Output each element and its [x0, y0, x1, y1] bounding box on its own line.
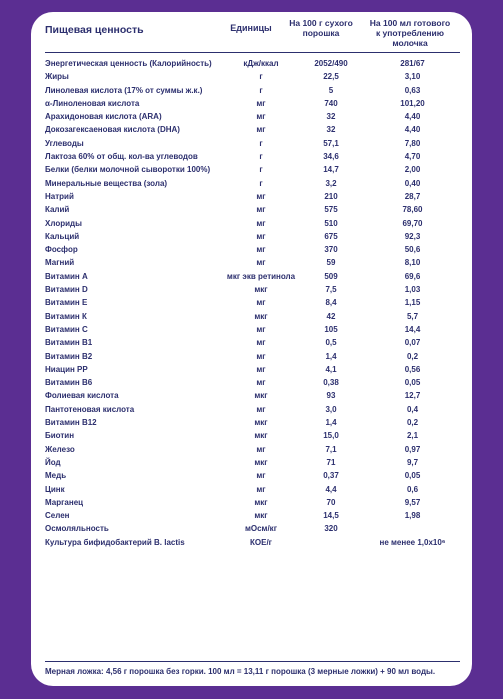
row-powder: 0,5 [325, 338, 337, 348]
row-powder: 57,1 [323, 138, 339, 148]
row-powder: 3,0 [325, 404, 337, 414]
row-powder: 740 [324, 98, 338, 108]
row-ready: 0,56 [404, 364, 421, 374]
row-unit: мг [256, 112, 266, 122]
row-unit: г [259, 178, 263, 188]
row-ready: 78,60 [402, 205, 423, 215]
row-powder: 5 [328, 85, 334, 95]
row-name: Биотин [45, 431, 75, 441]
row-name: Витамин В12 [45, 418, 97, 428]
table-row [45, 429, 460, 442]
row-unit: мкг [254, 511, 268, 521]
row-powder: 509 [324, 271, 338, 281]
table-row [45, 190, 460, 203]
nutrition-table-panel [31, 12, 472, 686]
row-ready: 7,80 [404, 138, 421, 148]
table-row [45, 456, 460, 469]
row-name: Лактоза 60% от общ. кол-ва углеводов [45, 152, 198, 162]
row-powder [297, 536, 365, 549]
table-row [45, 70, 460, 83]
row-ready: 2,00 [404, 165, 421, 175]
row-powder: 3,2 [325, 178, 337, 188]
row-powder: 105 [324, 324, 338, 334]
row-powder: 7,1 [325, 444, 337, 454]
row-powder: 32 [326, 112, 336, 122]
row-unit: мг [256, 218, 266, 228]
row-name: Осмоляльность [45, 524, 109, 534]
row-ready: 92,3 [404, 231, 421, 241]
row-ready: 12,7 [404, 391, 421, 401]
row-unit: кДж/ккал [243, 59, 279, 68]
row-unit: г [259, 152, 263, 162]
row-powder: 0,38 [323, 378, 339, 388]
row-unit: мг [256, 404, 266, 414]
row-unit: мг [256, 378, 266, 388]
table-row [45, 97, 460, 110]
row-powder: 675 [324, 231, 338, 241]
table-row [45, 376, 460, 389]
row-ready: 0,2 [406, 351, 419, 361]
row-unit: мкг [254, 457, 268, 467]
row-ready: 281/67 [400, 59, 425, 68]
table-row [45, 296, 460, 309]
row-ready: не менее 1,0x10⁶ [379, 537, 446, 547]
row-name: Витамин А [45, 271, 88, 281]
table-row [45, 150, 460, 163]
row-name: Углеводы [45, 138, 84, 148]
row-name: Селен [45, 511, 70, 521]
row-unit: мг [256, 258, 266, 268]
row-unit: мг [256, 205, 266, 215]
row-name: α-Линоленовая кислота [45, 98, 140, 108]
row-ready: 0,4 [406, 404, 419, 414]
row-ready: 28,7 [404, 191, 421, 201]
row-unit: мкг [254, 418, 268, 428]
row-powder: 70 [326, 497, 336, 507]
row-unit: мг [256, 98, 266, 108]
table-row [45, 416, 460, 429]
row-powder: 4,1 [325, 364, 337, 374]
row-unit: мг [256, 298, 266, 308]
header-ready-line2: к употреблению молочка [375, 28, 445, 48]
row-powder: 15,0 [323, 431, 339, 441]
row-powder: 210 [324, 191, 338, 201]
header-ready-line1: На 100 мл готового [369, 18, 451, 28]
row-name: Фолиевая кислота [45, 391, 119, 401]
row-ready: 8,10 [404, 258, 421, 268]
table-body [45, 57, 460, 549]
row-name: Минеральные вещества (зола) [45, 178, 168, 188]
row-unit: мг [256, 364, 266, 374]
table-row [45, 389, 460, 402]
table-row [45, 177, 460, 190]
header-unit: Единицы [230, 23, 272, 33]
row-ready: 9,7 [406, 457, 419, 467]
row-unit: мкг [254, 497, 268, 507]
row-powder: 320 [324, 524, 338, 534]
row-ready: 0,40 [404, 178, 421, 188]
row-powder: 93 [326, 391, 336, 401]
row-unit: мкг [254, 431, 268, 441]
table-header [45, 18, 460, 48]
table-row [45, 123, 460, 136]
footer-divider [45, 661, 460, 662]
row-unit: мг [256, 484, 266, 494]
row-unit: г [259, 165, 263, 175]
table-row [45, 536, 460, 549]
table-row [45, 243, 460, 256]
row-name: Калий [45, 205, 70, 215]
row-unit: мг [256, 125, 266, 135]
table-row [45, 137, 460, 150]
row-name: Магний [45, 258, 75, 268]
row-ready: 4,70 [404, 152, 421, 162]
row-unit: мкг [254, 391, 268, 401]
row-powder: 32 [326, 125, 336, 135]
row-unit: мг [256, 351, 266, 361]
row-unit: мг [256, 338, 266, 348]
row-powder: 1,4 [325, 418, 337, 428]
table-row [45, 310, 460, 323]
header-ready [360, 18, 460, 48]
row-name: Витамин К [45, 311, 87, 321]
table-row [45, 469, 460, 482]
row-name: Энергетическая ценность (Калорийность) [45, 59, 212, 68]
row-name: Жиры [45, 72, 69, 82]
row-name: Витамин Е [45, 298, 88, 308]
table-row [45, 403, 460, 416]
row-powder: 575 [324, 205, 338, 215]
row-ready: 0,05 [404, 378, 421, 388]
row-powder: 7,5 [325, 285, 337, 295]
row-ready: 4,40 [404, 112, 421, 122]
row-ready: 9,57 [404, 497, 421, 507]
row-unit: мг [256, 324, 266, 334]
row-name: Докозагексаеновая кислота (DHA) [45, 125, 180, 135]
row-powder: 59 [326, 258, 336, 268]
row-unit: мкг [254, 311, 268, 321]
row-powder: 71 [326, 457, 336, 467]
row-powder: 42 [326, 311, 336, 321]
row-powder: 14,5 [323, 511, 339, 521]
table-row [45, 270, 460, 283]
row-unit: КОЕ/г [250, 537, 272, 547]
row-powder: 14,7 [323, 165, 339, 175]
row-ready [365, 522, 460, 535]
row-ready: 69,6 [404, 271, 421, 281]
row-unit: г [259, 138, 263, 148]
header-powder [282, 18, 360, 38]
row-ready: 4,40 [404, 125, 421, 135]
table-row [45, 256, 460, 269]
table-row [45, 350, 460, 363]
row-name: Витамин В6 [45, 378, 93, 388]
row-powder: 22,5 [323, 72, 339, 82]
footer [45, 661, 460, 676]
table-row [45, 230, 460, 243]
row-name: Пантотеновая кислота [45, 404, 135, 414]
row-ready: 0,6 [406, 484, 419, 494]
row-unit: мОсм/кг [244, 524, 278, 534]
row-ready: 0,97 [404, 444, 421, 454]
table-row [45, 84, 460, 97]
table-row [45, 522, 460, 535]
row-name: Кальций [45, 231, 80, 241]
row-name: Витамин D [45, 285, 88, 295]
row-ready: 0,2 [406, 418, 419, 428]
row-ready: 3,10 [404, 72, 421, 82]
table-row [45, 509, 460, 522]
row-name: Железо [45, 444, 75, 454]
row-powder: 34,6 [323, 152, 339, 162]
table-row [45, 363, 460, 376]
row-unit: мг [256, 191, 266, 201]
table-row [45, 203, 460, 216]
header-powder-line1: На 100 г сухого [289, 18, 353, 28]
row-name: Арахидоновая кислота (ARA) [45, 112, 162, 122]
row-unit: мг [256, 245, 266, 255]
row-ready: 0,05 [404, 471, 421, 481]
table-row [45, 323, 460, 336]
row-name: Белки (белки молочной сыворотки 100%) [45, 165, 211, 175]
row-powder: 0,37 [323, 471, 339, 481]
row-ready: 101,20 [400, 98, 425, 108]
row-name: Марганец [45, 497, 84, 507]
row-unit: мг [256, 471, 266, 481]
row-name: Фосфор [45, 245, 78, 255]
row-unit: мкг [254, 285, 268, 295]
table-row [45, 496, 460, 509]
row-name: Витамин В1 [45, 338, 93, 348]
table-row [45, 283, 460, 296]
row-ready: 1,98 [404, 511, 421, 521]
row-name: Витамин В2 [45, 351, 93, 361]
row-ready: 2,1 [406, 431, 419, 441]
table-row [45, 57, 460, 70]
table-row [45, 336, 460, 349]
table-row [45, 110, 460, 123]
row-unit: г [259, 72, 263, 82]
row-unit: мкг экв ретинола [226, 271, 296, 281]
row-unit: мг [256, 231, 266, 241]
header-name: Пищевая ценность [45, 24, 144, 36]
header-divider [45, 52, 460, 53]
row-ready: 0,07 [404, 338, 421, 348]
row-ready: 1,15 [404, 298, 421, 308]
row-powder: 4,4 [325, 484, 337, 494]
row-name: Линолевая кислота (17% от суммы ж.к.) [45, 85, 203, 95]
row-unit: г [259, 85, 263, 95]
header-powder-line2: порошка [302, 28, 340, 38]
table-row [45, 217, 460, 230]
table-row [45, 443, 460, 456]
row-powder: 2052/490 [314, 59, 348, 68]
row-name: Культура бифидобактерий B. lactis [45, 537, 185, 547]
row-name: Медь [45, 471, 67, 481]
row-name: Витамин С [45, 324, 88, 334]
row-ready: 14,4 [404, 324, 421, 334]
row-ready: 5,7 [406, 311, 419, 321]
footer-note: Мерная ложка: 4,56 г порошка без горки. 100 мл = 13,11 г порошка (3 мерные ложки) + 90 мл воды. [45, 667, 436, 676]
row-name: Цинк [45, 484, 65, 494]
row-ready: 69,70 [402, 218, 423, 228]
row-name: Йод [45, 457, 61, 467]
table-row [45, 483, 460, 496]
row-ready: 1,03 [404, 285, 421, 295]
row-ready: 0,63 [404, 85, 421, 95]
row-powder: 1,4 [325, 351, 337, 361]
row-name: Хлориды [45, 218, 82, 228]
row-powder: 510 [324, 218, 338, 228]
row-powder: 8,4 [325, 298, 337, 308]
row-powder: 370 [324, 245, 338, 255]
row-name: Ниацин РР [45, 364, 88, 374]
row-name: Натрий [45, 191, 74, 201]
table-row [45, 163, 460, 176]
row-ready: 50,6 [404, 245, 421, 255]
row-unit: мг [256, 444, 266, 454]
